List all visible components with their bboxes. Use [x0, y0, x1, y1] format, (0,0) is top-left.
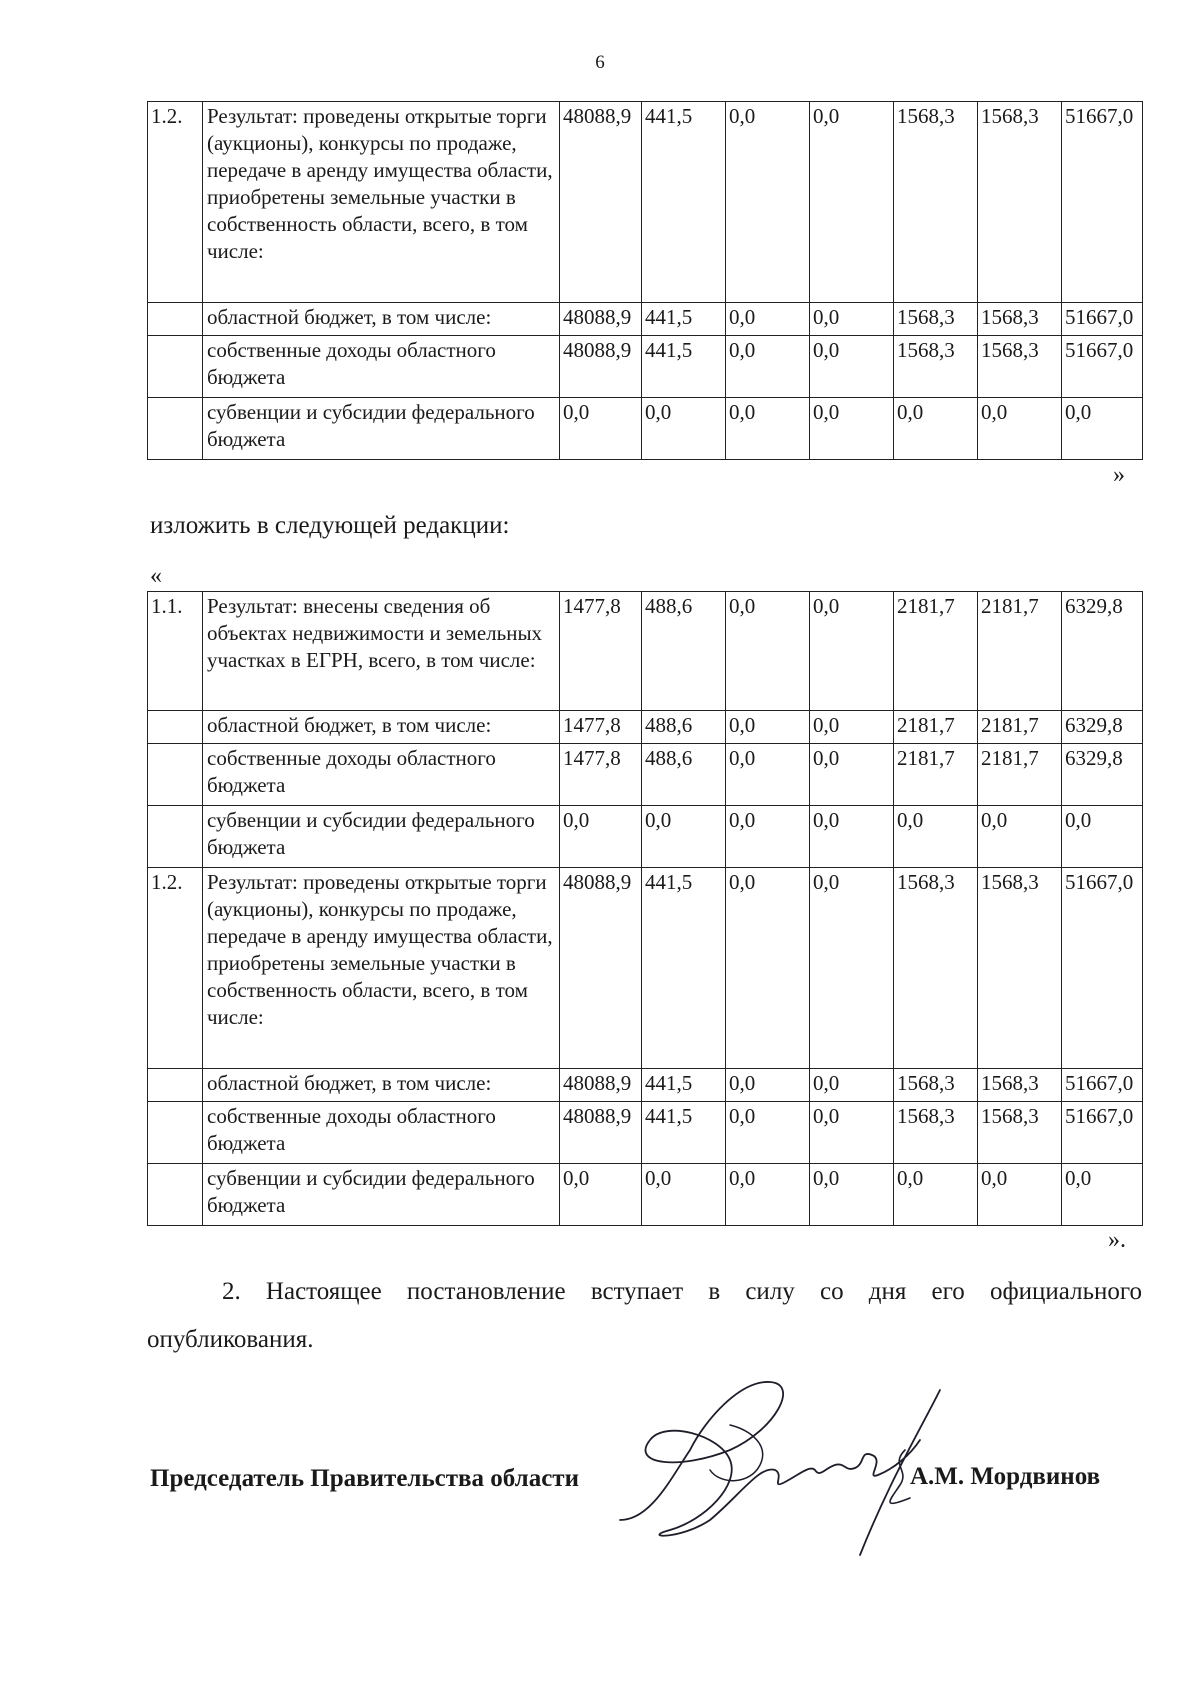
value-cell: 441,5	[642, 1102, 726, 1164]
value-cell: 1568,3	[978, 1069, 1062, 1102]
row-description: областной бюджет, в том числе:	[203, 711, 560, 744]
row-number: 1.2.	[148, 868, 203, 1069]
value-cell: 0,0	[726, 592, 810, 711]
value-cell: 1568,3	[978, 303, 1062, 336]
row-number	[148, 806, 203, 868]
value-cell: 0,0	[810, 1069, 894, 1102]
value-cell: 0,0	[810, 303, 894, 336]
value-cell: 1568,3	[978, 868, 1062, 1069]
value-cell: 0,0	[726, 711, 810, 744]
table-row	[148, 868, 1143, 1069]
value-cell: 2181,7	[894, 592, 978, 711]
value-cell: 1568,3	[894, 1069, 978, 1102]
value-cell: 441,5	[642, 303, 726, 336]
value-cell: 0,0	[1062, 1164, 1143, 1226]
row-number: 1.2.	[148, 102, 203, 303]
value-cell: 51667,0	[1062, 336, 1143, 398]
value-cell: 0,0	[978, 1164, 1062, 1226]
value-cell: 0,0	[894, 398, 978, 460]
value-cell: 51667,0	[1062, 303, 1143, 336]
table-row	[148, 102, 1143, 303]
table-row	[148, 1069, 1143, 1102]
value-cell: 0,0	[726, 1102, 810, 1164]
value-cell: 0,0	[726, 398, 810, 460]
row-description: Результат: проведены открытые торги (аукционы), конкурсы по продаже, передаче в аренду имущества области, приобретены земельные участки в собственность области, всего, в том числе:	[203, 868, 560, 1069]
value-cell: 0,0	[726, 744, 810, 806]
table-row	[148, 336, 1143, 398]
row-description: субвенции и субсидии федерального бюджета	[203, 398, 560, 460]
value-cell: 0,0	[894, 1164, 978, 1226]
value-cell: 51667,0	[1062, 868, 1143, 1069]
value-cell: 0,0	[1062, 806, 1143, 868]
value-cell: 2181,7	[894, 711, 978, 744]
value-cell: 2181,7	[978, 744, 1062, 806]
value-cell: 488,6	[642, 592, 726, 711]
opening-quote: «	[150, 563, 162, 589]
value-cell: 0,0	[810, 592, 894, 711]
value-cell: 6329,8	[1062, 744, 1143, 806]
value-cell: 0,0	[810, 806, 894, 868]
value-cell: 0,0	[726, 1069, 810, 1102]
value-cell: 0,0	[726, 806, 810, 868]
value-cell: 0,0	[642, 398, 726, 460]
value-cell: 0,0	[978, 806, 1062, 868]
value-cell: 1568,3	[894, 102, 978, 303]
value-cell: 1568,3	[978, 102, 1062, 303]
signatory-title: Председатель Правительства области	[150, 1465, 579, 1492]
value-cell: 1477,8	[560, 711, 642, 744]
value-cell: 1477,8	[560, 592, 642, 711]
row-number	[148, 336, 203, 398]
row-description: областной бюджет, в том числе:	[203, 303, 560, 336]
value-cell: 1568,3	[894, 1102, 978, 1164]
row-number	[148, 744, 203, 806]
value-cell: 48088,9	[560, 1102, 642, 1164]
row-description: собственные доходы областного бюджета	[203, 744, 560, 806]
value-cell: 441,5	[642, 868, 726, 1069]
amended-table-new	[147, 591, 1143, 1226]
value-cell: 488,6	[642, 711, 726, 744]
value-cell: 2181,7	[894, 744, 978, 806]
row-number	[148, 1164, 203, 1226]
row-description: Результат: внесены сведения об объектах недвижимости и земельных участках в ЕГРН, всего, в том числе:	[203, 592, 560, 711]
value-cell: 0,0	[810, 336, 894, 398]
row-number	[148, 303, 203, 336]
value-cell: 1568,3	[894, 336, 978, 398]
row-description: собственные доходы областного бюджета	[203, 336, 560, 398]
value-cell: 0,0	[894, 806, 978, 868]
value-cell: 0,0	[726, 303, 810, 336]
value-cell: 1568,3	[978, 336, 1062, 398]
instruction-text: изложить в следующей редакции:	[150, 512, 510, 539]
value-cell: 1568,3	[894, 868, 978, 1069]
value-cell: 2181,7	[978, 711, 1062, 744]
value-cell: 0,0	[810, 744, 894, 806]
value-cell: 0,0	[726, 1164, 810, 1226]
closing-quote: »	[1113, 462, 1125, 488]
effective-date-paragraph: 2. Настоящее постановление вступает в силу со дня его официального опубликования.	[147, 1278, 1142, 1353]
value-cell: 441,5	[642, 1069, 726, 1102]
table-row	[148, 711, 1143, 744]
row-number	[148, 1102, 203, 1164]
table-row	[148, 806, 1143, 868]
row-number	[148, 711, 203, 744]
signatory-name: А.М. Мордвинов	[910, 1463, 1101, 1490]
value-cell: 48088,9	[560, 102, 642, 303]
value-cell: 0,0	[810, 102, 894, 303]
row-description: субвенции и субсидии федерального бюджета	[203, 1164, 560, 1226]
row-description: Результат: проведены открытые торги (аукционы), конкурсы по продаже, передаче в аренду имущества области, приобретены земельные участки в собственность области, всего, в том числе:	[203, 102, 560, 303]
value-cell: 0,0	[726, 336, 810, 398]
value-cell: 2181,7	[978, 592, 1062, 711]
value-cell: 51667,0	[1062, 1069, 1143, 1102]
table-row	[148, 1102, 1143, 1164]
value-cell: 6329,8	[1062, 711, 1143, 744]
amended-table-old	[147, 101, 1143, 460]
page-number: 6	[595, 52, 605, 73]
value-cell: 0,0	[560, 398, 642, 460]
value-cell: 6329,8	[1062, 592, 1143, 711]
value-cell: 1568,3	[978, 1102, 1062, 1164]
table-row	[148, 592, 1143, 711]
closing-quote: ».	[1108, 1227, 1126, 1253]
row-number	[148, 398, 203, 460]
value-cell: 0,0	[560, 1164, 642, 1226]
value-cell: 1568,3	[894, 303, 978, 336]
value-cell: 488,6	[642, 744, 726, 806]
value-cell: 0,0	[810, 868, 894, 1069]
row-description: субвенции и субсидии федерального бюджета	[203, 806, 560, 868]
row-number	[148, 1069, 203, 1102]
value-cell: 0,0	[810, 398, 894, 460]
value-cell: 0,0	[1062, 398, 1143, 460]
value-cell: 51667,0	[1062, 102, 1143, 303]
value-cell: 0,0	[726, 868, 810, 1069]
value-cell: 0,0	[810, 711, 894, 744]
value-cell: 48088,9	[560, 303, 642, 336]
value-cell: 1477,8	[560, 744, 642, 806]
value-cell: 441,5	[642, 102, 726, 303]
value-cell: 0,0	[810, 1164, 894, 1226]
value-cell: 0,0	[560, 806, 642, 868]
value-cell: 0,0	[642, 1164, 726, 1226]
row-description: областной бюджет, в том числе:	[203, 1069, 560, 1102]
table-row	[148, 398, 1143, 460]
value-cell: 0,0	[810, 1102, 894, 1164]
value-cell: 48088,9	[560, 868, 642, 1069]
value-cell: 0,0	[726, 102, 810, 303]
value-cell: 0,0	[978, 398, 1062, 460]
table-row	[148, 1164, 1143, 1226]
table-row	[148, 303, 1143, 336]
value-cell: 0,0	[642, 806, 726, 868]
value-cell: 48088,9	[560, 1069, 642, 1102]
row-description: собственные доходы областного бюджета	[203, 1102, 560, 1164]
value-cell: 441,5	[642, 336, 726, 398]
value-cell: 51667,0	[1062, 1102, 1143, 1164]
table-row	[148, 744, 1143, 806]
row-number: 1.1.	[148, 592, 203, 711]
value-cell: 48088,9	[560, 336, 642, 398]
